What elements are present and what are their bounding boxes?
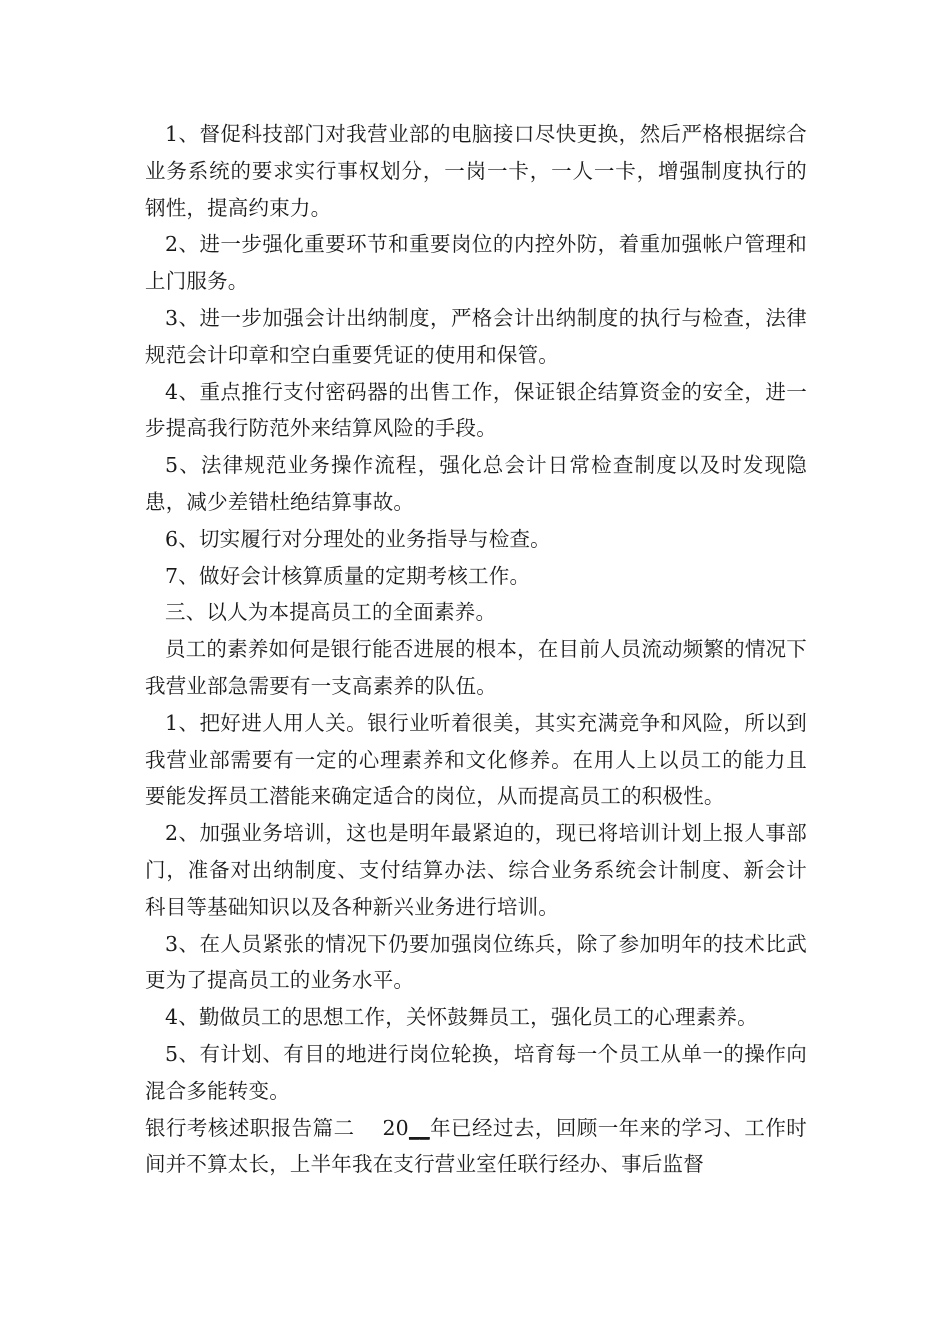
paragraph-5: 5、法律规范业务操作流程，强化总会计日常检查制度以及时发现隐患，减少差错杜绝结算事故。 bbox=[145, 453, 807, 514]
report-text: 年已经过去，回顾一年来的学习、工作时间并不算太长，上半年我在支行营业室任联行经办、事后监督 bbox=[145, 1115, 808, 1177]
section-intro: 员工的素养如何是银行能否进展的根本，在目前人员流动频繁的情况下我营业部急需要有一支高素养的队伍。 bbox=[145, 637, 807, 698]
paragraph-8: 1、把好进人用人关。银行业听着很美，其实充满竞争和风险，所以到我营业部需要有一定的心理素养和文化修养。在用人上以员工的能力且要能发挥员工潜能来确定适合的岗位，从而提高员工的积极性。 bbox=[145, 710, 807, 809]
report-heading: 银行考核述职报告篇二 bbox=[145, 1115, 355, 1140]
paragraph-6: 6、切实履行对分理处的业务指导与检查。 bbox=[165, 526, 551, 551]
paragraph-1: 1、督促科技部门对我营业部的电脑接口尽快更换，然后严格根据综合业务系统的要求实行事权划分，一岗一卡，一人一卡，增强制度执行的钢性，提高约束力。 bbox=[145, 122, 807, 220]
paragraph-2: 2、进一步强化重要环节和重要岗位的内控外防，着重加强帐户管理和上门服务。 bbox=[145, 232, 807, 294]
section-heading: 三、以人为本提高员工的全面素养。 bbox=[165, 600, 497, 625]
paragraph-10: 3、在人员紧张的情况下仍要加强岗位练兵，除了参加明年的技术比武更为了提高员工的业务水平。 bbox=[145, 931, 807, 993]
report-year-prefix: 20 bbox=[382, 1115, 409, 1140]
paragraph-4: 4、重点推行支付密码器的出售工作，保证银企结算资金的安全，进一步提高我行防范外来结算风险的手段。 bbox=[145, 379, 807, 441]
report-year-blank: __ bbox=[408, 1115, 430, 1140]
paragraph-11: 4、勤做员工的思想工作，关怀鼓舞员工，强化员工的心理素养。 bbox=[165, 1005, 758, 1030]
paragraph-7: 7、做好会计核算质量的定期考核工作。 bbox=[165, 563, 531, 588]
paragraph-9: 2、加强业务培训，这也是明年最紧迫的，现已将培训计划上报人事部门，准备对出纳制度、支付结算办法、综合业务系统会计制度、新会计科目等基础知识以及各种新兴业务进行培训。 bbox=[145, 821, 807, 919]
paragraph-12: 5、有计划、有目的地进行岗位轮换，培育每一个员工从单一的操作向混合多能转变。 bbox=[145, 1041, 807, 1103]
paragraph-3: 3、进一步加强会计出纳制度，严格会计出纳制度的执行与检查，法律规范会计印章和空白重要凭证的使用和保管。 bbox=[145, 305, 807, 367]
document-body bbox=[145, 116, 807, 1183]
report-paragraph bbox=[145, 1110, 807, 1184]
